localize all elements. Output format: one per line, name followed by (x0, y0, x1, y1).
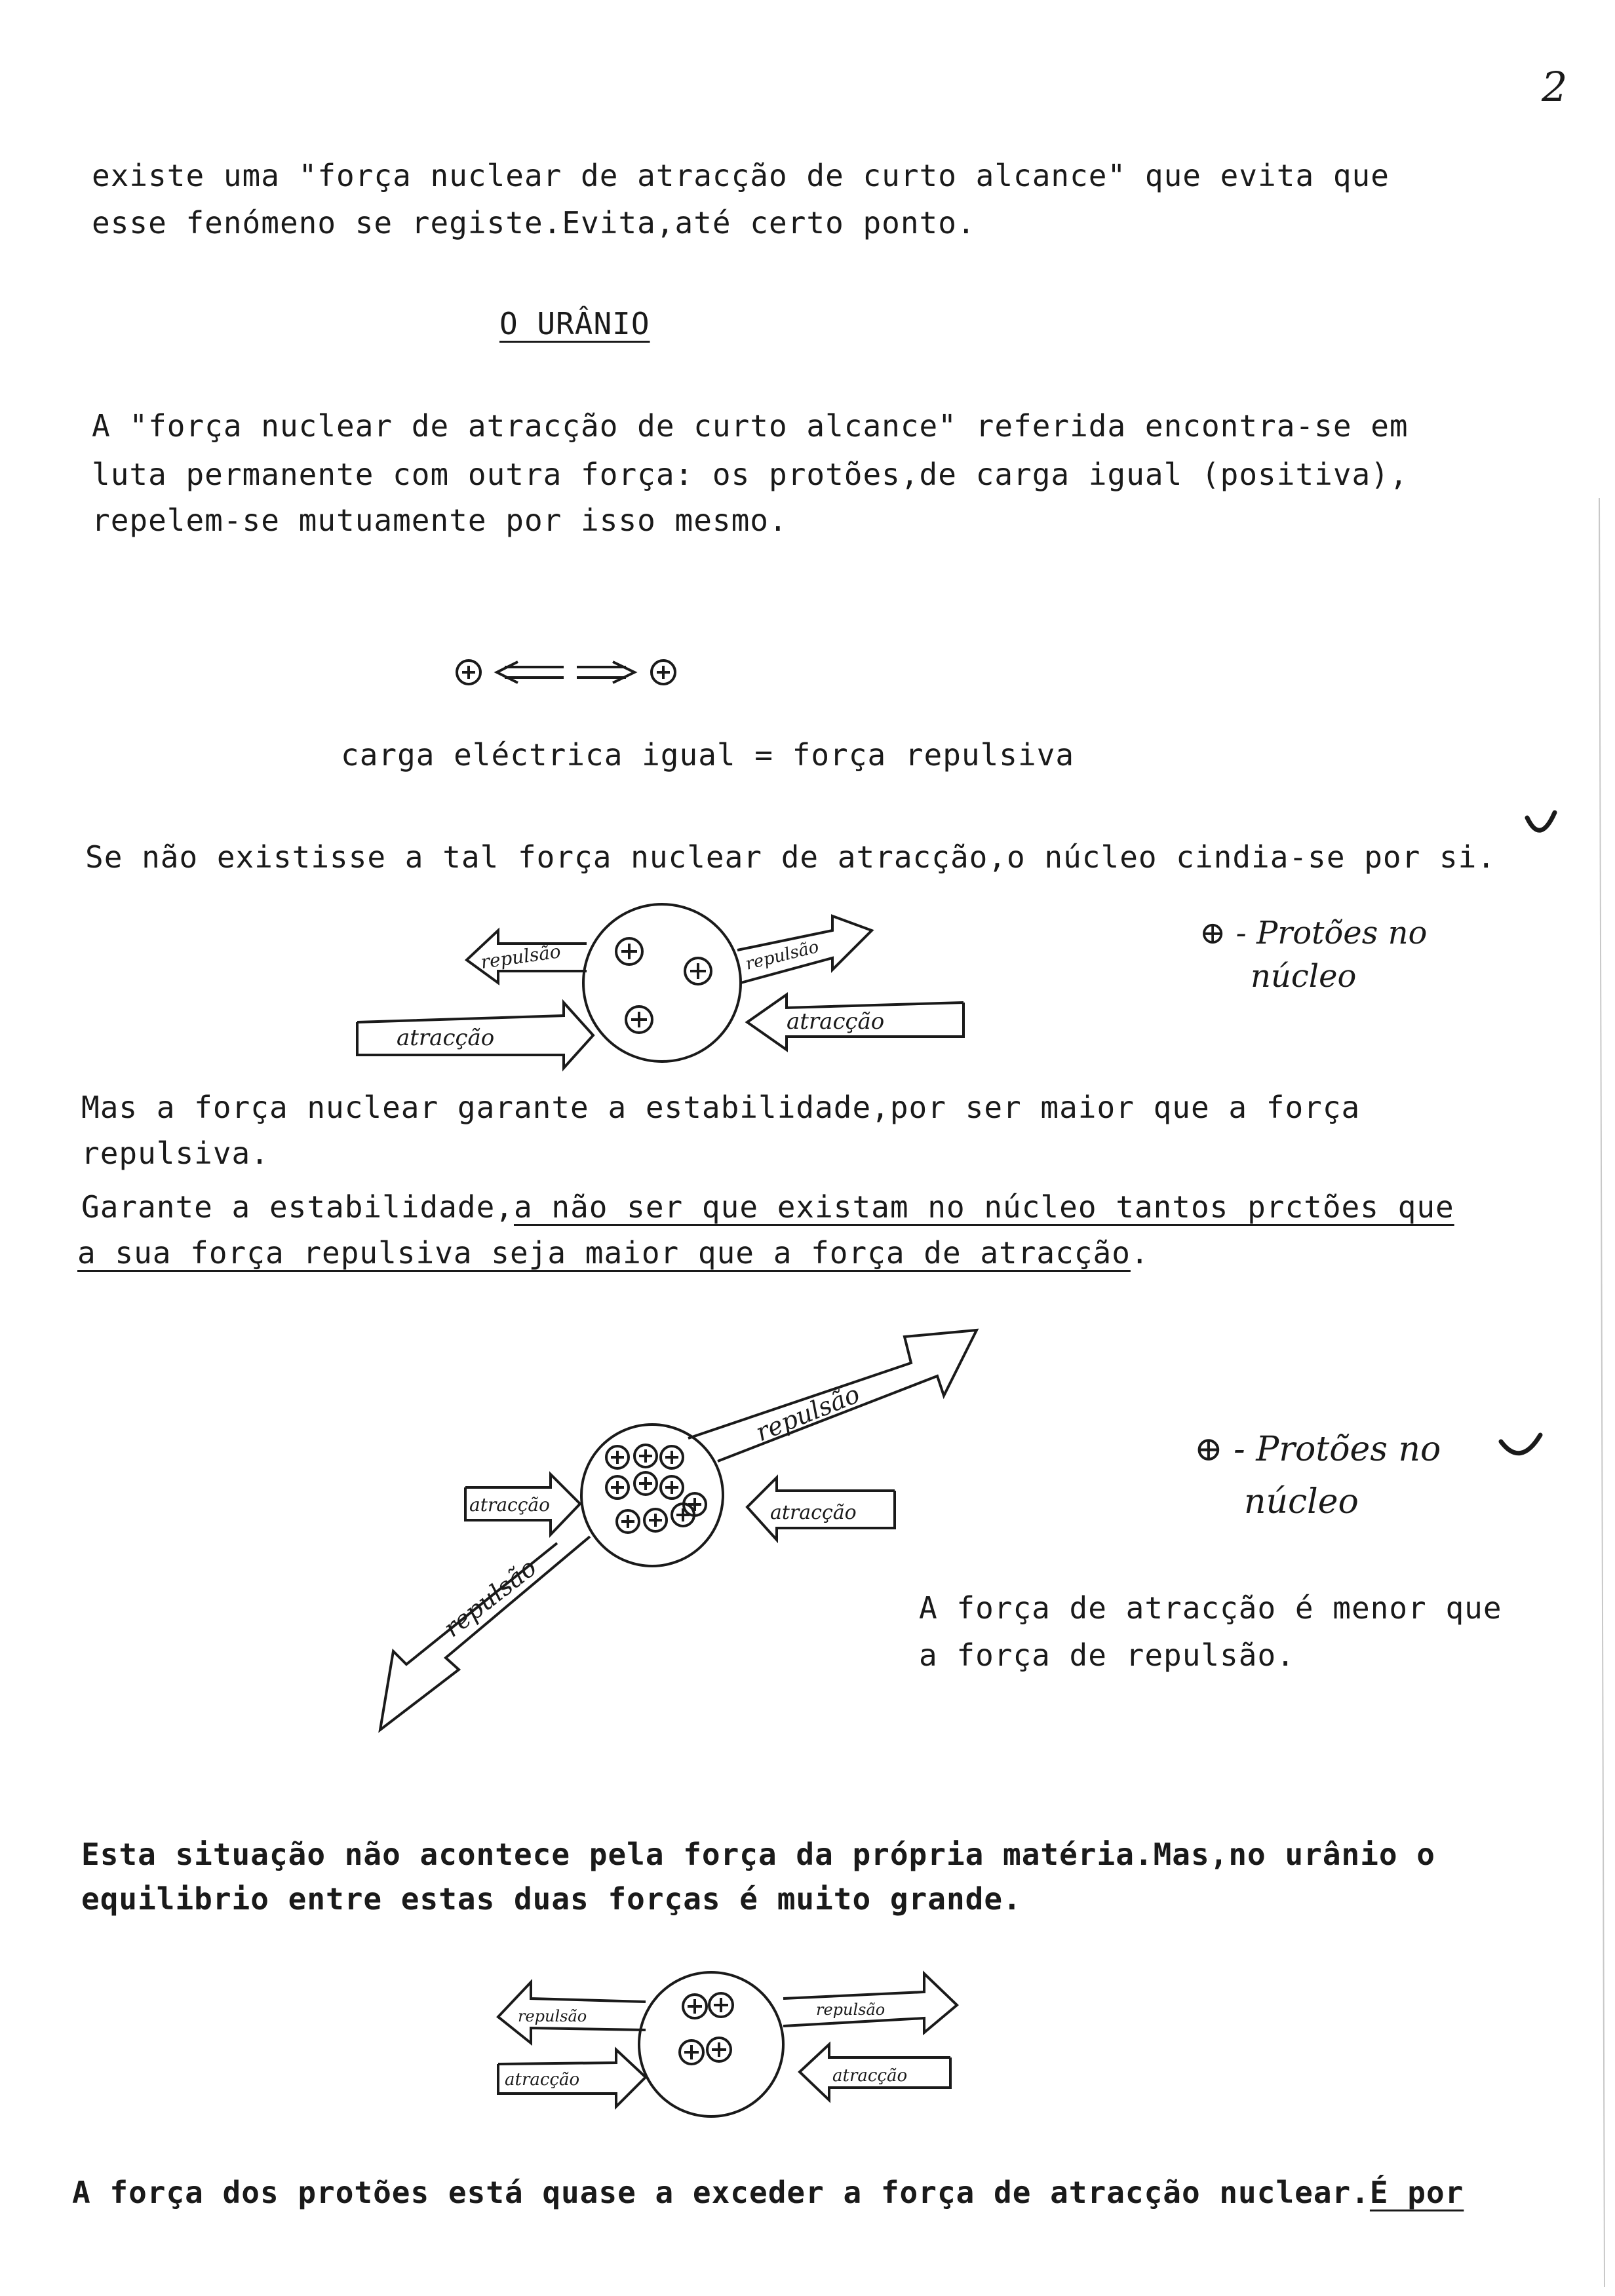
paragraph-2-line-1: A "força nuclear de atracção de curto alcance" referida encontra-se em (92, 408, 1409, 444)
figure-2-legend-line-1: ⊕ - Protões no (1199, 915, 1428, 951)
paragraph-5-line-1: Esta situação não acontece pela força da própria matéria.Mas,no urânio o (81, 1837, 1435, 1872)
paragraph-4-line-1: Mas a força nuclear garante a estabilidade,por ser maior que a força (81, 1090, 1361, 1125)
repulsion-label: repulsão (816, 2000, 885, 2019)
paragraph-1-line-2: esse fenómeno se registe.Evita,até certo ponto. (92, 205, 976, 240)
figure-3-legend-line-2: núcleo (1244, 1482, 1359, 1521)
attraction-label: atracção (469, 1494, 550, 1516)
paragraph-3: Se não existisse a tal força nuclear de atracção,o núcleo cindia-se por si. (85, 839, 1496, 875)
paragraph-2-line-2: luta permanente com outra força: os protões,de carga igual (positiva), (92, 457, 1409, 492)
paragraph-1-line-1: existe uma "força nuclear de atracção de curto alcance" que evita que (92, 158, 1390, 193)
paragraph-4-line-2: repulsiva. (81, 1136, 269, 1171)
underlined-text: a não ser que existam no núcleo tantos prctões que (513, 1189, 1454, 1225)
repulsion-label: repulsão (518, 2007, 587, 2025)
attraction-label: atracção (787, 1008, 885, 1035)
figure-2-legend-line-2: núcleo (1251, 958, 1357, 995)
plain-text: . (1130, 1235, 1150, 1271)
page-number: 2 (1542, 63, 1568, 111)
attraction-label: atracção (397, 1025, 495, 1051)
figure-3-note-line-1: A força de atracção é menor que (919, 1590, 1502, 1626)
page-edge-line (1599, 498, 1605, 2287)
underlined-text: a sua força repulsiva seja maior que a força de atracção (77, 1235, 1131, 1271)
figure-3-note-line-2: a força de repulsão. (919, 1637, 1295, 1673)
section-heading: O URÂNIO (499, 306, 650, 341)
repulsion-label: repulsão (743, 937, 821, 974)
attraction-label: atracção (770, 1501, 857, 1524)
paragraph-5-line-2: equilibrio entre estas duas forças é muito grande. (81, 1881, 1022, 1917)
checkmark-icon (1501, 1435, 1540, 1453)
plain-text: Garante a estabilidade, (81, 1189, 514, 1225)
repulsion-label: repulsão (438, 1552, 542, 1643)
paragraph-2-line-3: repelem-se mutuamente por isso mesmo. (92, 503, 788, 538)
figure-3-legend-line-1: ⊕ - Protões no (1194, 1430, 1441, 1469)
attraction-label: atracção (832, 2066, 908, 2086)
underlined-text: É por (1369, 2175, 1464, 2210)
repulsion-label: repulsão (479, 940, 562, 973)
checkmark-icon (1527, 813, 1555, 830)
figure-1-caption: carga eléctrica igual = força repulsiva (341, 737, 1075, 773)
attraction-label: atracção (505, 2070, 580, 2090)
plain-text: A força dos protões está quase a exceder a força de atracção nuclear. (72, 2175, 1370, 2210)
repulsion-label: repulsão (751, 1379, 864, 1447)
